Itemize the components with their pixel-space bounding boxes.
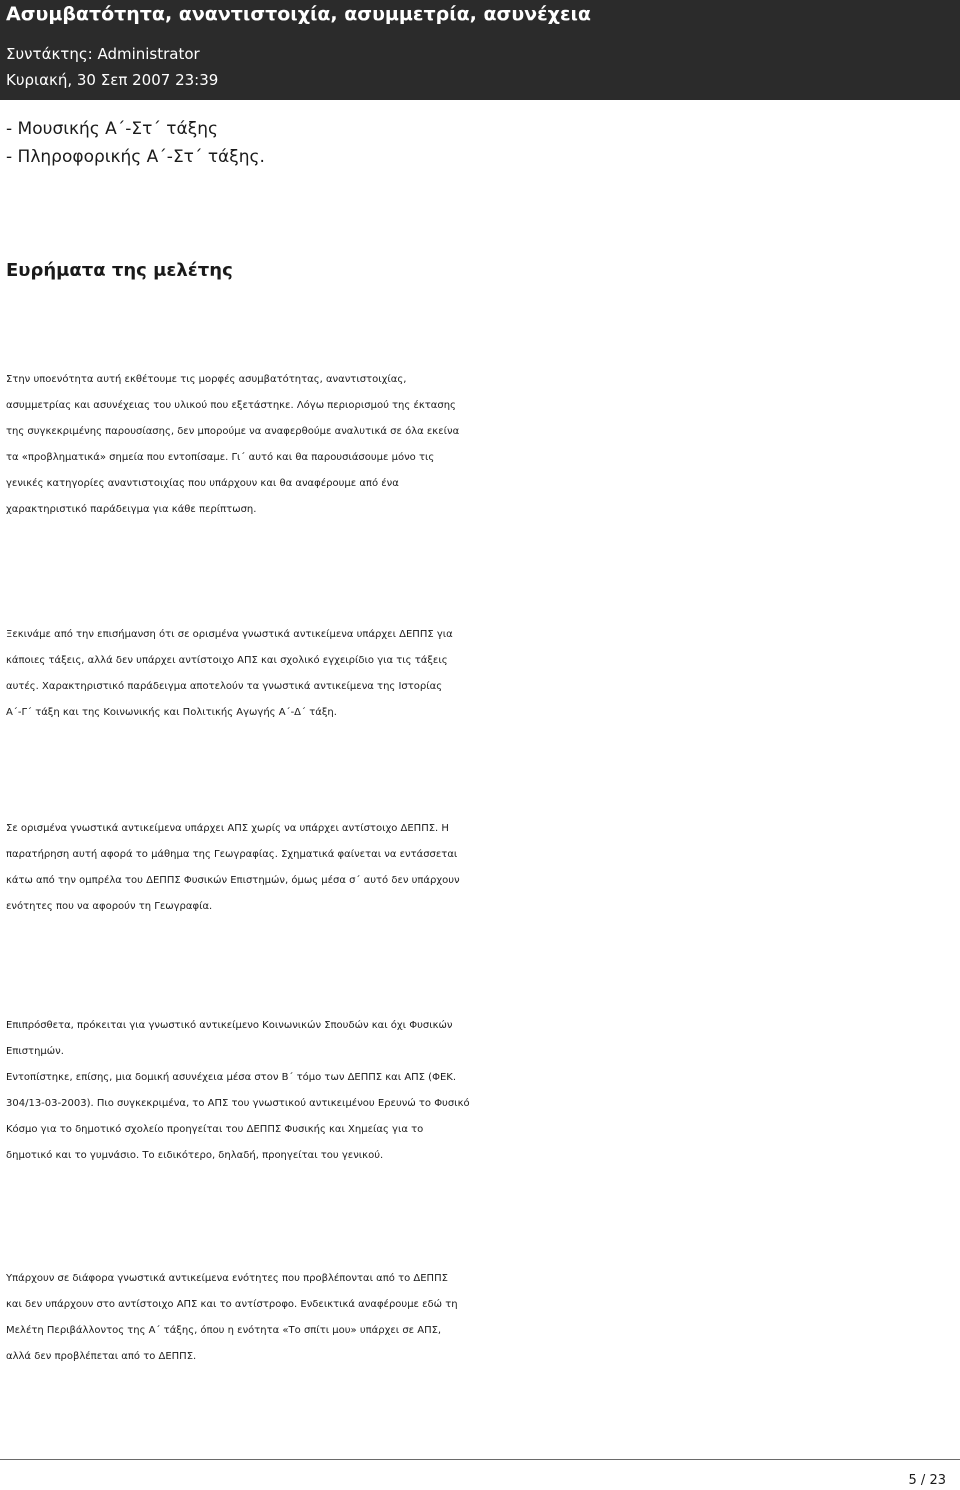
paragraph-line: τα «προβληματικά» σημεία που εντοπίσαμε. Γι΄ αυτό και θα παρουσιάσουμε μόνο τις (6, 452, 435, 463)
paragraph-line: και δεν υπάρχουν στο αντίστοιχο ΑΠΣ και το αντίστροφο. Ενδεικτικά αναφέρουμε εδώ τη (6, 1299, 458, 1310)
paragraph-line: κάτω από την ομπρέλα του ΔΕΠΠΣ Φυσικών Επιστημών, όμως μέσα σ΄ αυτό δεν υπάρχουν (6, 875, 460, 886)
paragraph-line: Ξεκινάμε από την επισήμανση ότι σε ορισμένα γνωστικά αντικείμενα υπάρχει ΔΕΠΠΣ για (6, 629, 453, 640)
paragraph-line: δημοτικό και το γυμνάσιο. Το ειδικότερο, δηλαδή, προηγείται του γενικού. (6, 1150, 384, 1161)
paragraph-line: χαρακτηριστικό παράδειγμα για κάθε περίπτωση. (6, 504, 257, 515)
paragraph-line: Σε ορισμένα γνωστικά αντικείμενα υπάρχει ΑΠΣ χωρίς να υπάρχει αντίστοιχο ΔΕΠΠΣ. Η (6, 823, 449, 834)
paragraph-4 (6, 1013, 956, 1169)
article-header (0, 0, 960, 100)
footer-divider (0, 1459, 960, 1460)
paragraph-line: ενότητες που να αφορούν τη Γεωγραφία. (6, 901, 213, 912)
paragraph-3 (6, 816, 956, 920)
paragraph-line: γενικές κατηγορίες αναντιστοιχίας που υπάρχουν και θα αναφέρουμε από ένα (6, 478, 399, 489)
paragraph-5 (6, 1266, 956, 1370)
paragraph-line: ασυμμετρίας και ασυνέχειας του υλικού που εξετάστηκε. Λόγω περιορισμού της έκτασης (6, 400, 456, 411)
paragraph-line: Κόσμο για το δημοτικό σχολείο προηγείται του ΔΕΠΠΣ Φυσικής και Χημείας για το (6, 1124, 424, 1135)
paragraph-line: 304/13-03-2003). Πιο συγκεκριμένα, το ΑΠΣ του γνωστικού αντικειμένου Ερευνώ το Φυσικό (6, 1098, 470, 1109)
paragraph-line: της συγκεκριμένης παρουσίασης, δεν μπορούμε να αναφερθούμε αναλυτικά σε όλα εκείνα (6, 426, 460, 437)
paragraph-line: αυτές. Χαρακτηριστικό παράδειγμα αποτελούν τα γνωστικά αντικείμενα της Ιστορίας (6, 681, 443, 692)
article-title: Ασυμβατότητα, αναντιστοιχία, ασυμμετρία, ασυνέχεια (6, 3, 591, 25)
paragraph-line: Α΄-Γ΄ τάξη και της Κοινωνικής και Πολιτικής Αγωγής Α΄-Δ΄ τάξη. (6, 707, 337, 718)
paragraph-line: Μελέτη Περιβάλλοντος της Α΄ τάξης, όπου η ενότητα «Το σπίτι μου» υπάρχει σε ΑΠΣ, (6, 1325, 442, 1336)
article-author: Συντάκτης: Administrator (6, 45, 200, 63)
paragraph-line: παρατήρηση αυτή αφορά το μάθημα της Γεωγραφίας. Σχηματικά φαίνεται να εντάσσεται (6, 849, 458, 860)
article-date: Κυριακή, 30 Σεπ 2007 23:39 (6, 71, 219, 89)
paragraph-line: κάποιες τάξεις, αλλά δεν υπάρχει αντίστοιχο ΑΠΣ και σχολικό εγχειρίδιο για τις τάξεις (6, 655, 448, 666)
section-heading: Ευρήματα της μελέτης (6, 260, 233, 281)
paragraph-line: Επιπρόσθετα, πρόκειται για γνωστικό αντικείμενο Κοινωνικών Σπουδών και όχι Φυσικών (6, 1020, 453, 1031)
paragraph-line: Επιστημών. (6, 1046, 64, 1057)
paragraph-line: Υπάρχουν σε διάφορα γνωστικά αντικείμενα ενότητες που προβλέπονται από το ΔΕΠΠΣ (6, 1273, 448, 1284)
list-item: - Πληροφορικής Α΄-Στ΄ τάξης. (6, 147, 265, 167)
page-number: 5 / 23 (908, 1473, 946, 1488)
paragraph-line: Εντοπίστηκε, επίσης, μια δομική ασυνέχεια μέσα στον Β΄ τόμο των ΔΕΠΠΣ και ΑΠΣ (ΦΕΚ. (6, 1072, 457, 1083)
paragraph-2 (6, 622, 956, 726)
list-item: - Μουσικής Α΄-Στ΄ τάξης (6, 119, 218, 139)
paragraph-1 (6, 367, 956, 523)
paragraph-line: Στην υποενότητα αυτή εκθέτουμε τις μορφές ασυμβατότητας, αναντιστοιχίας, (6, 374, 407, 385)
paragraph-line: αλλά δεν προβλέπεται από το ΔΕΠΠΣ. (6, 1351, 197, 1362)
